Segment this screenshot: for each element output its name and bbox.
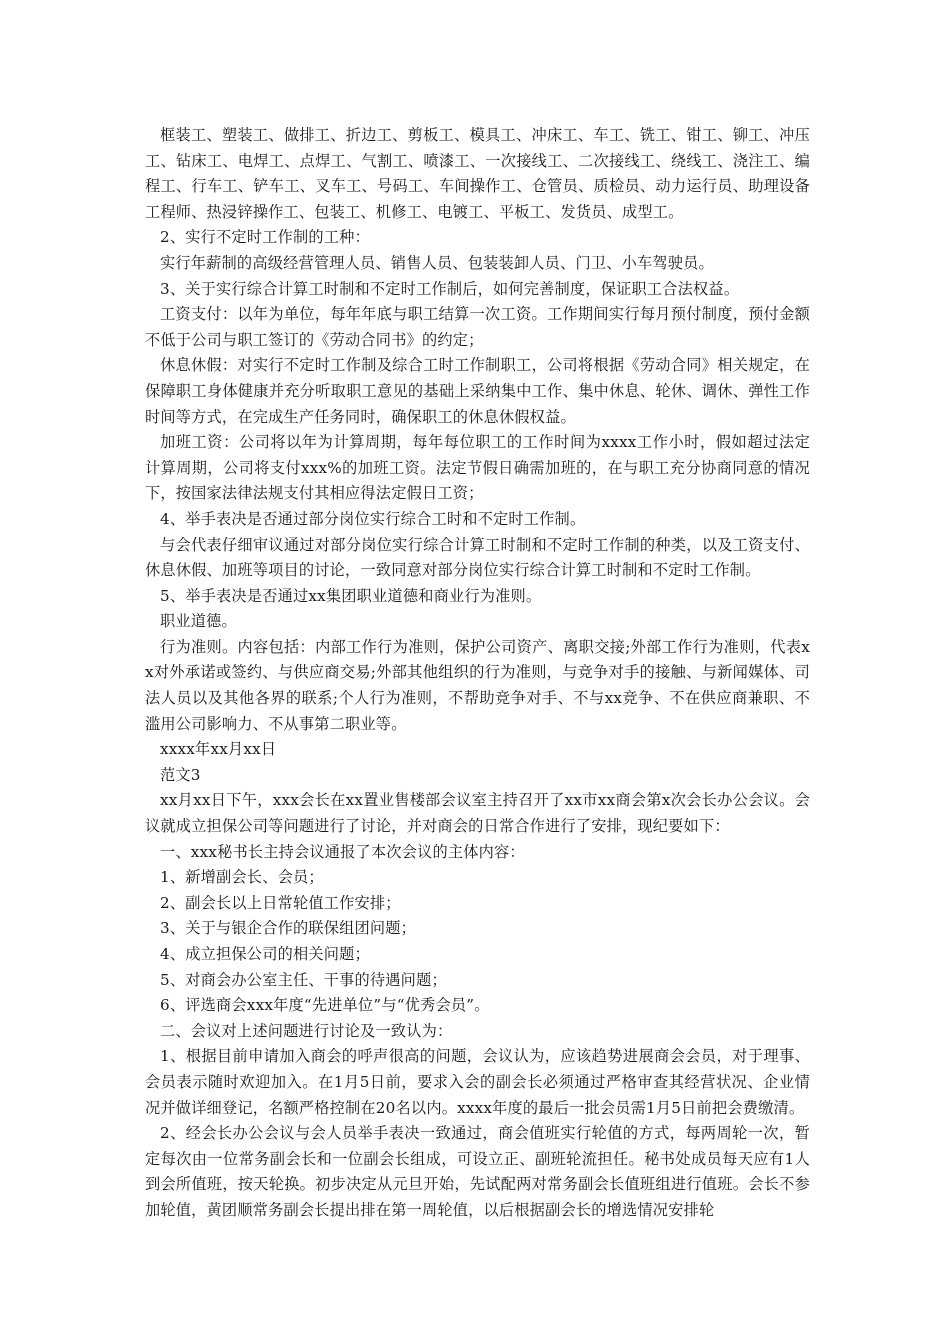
paragraph-duty-rotation: 2、经会长办公会议与会人员举手表决一致通过，商会值班实行轮值的方式，每两周轮一次，暂定每次由一位常务副会长和一位副会长组成，可设立正、副班轮流担任。秘书处成员每天应有1人到会所值班，按天轮换。初步决定从元旦开始，先试配两对常务副会长值班组进行值班。会长不参加轮值，黄团顺常务副会长提出排在第一周轮值，以后根据副会长的增选情况安排轮: [145, 1124, 810, 1219]
list-item-5: 5、对商会办公室主任、干事的待遇问题；: [160, 970, 447, 989]
list-item-2: 2、副会长以上日常轮值工作安排；: [160, 893, 401, 912]
paragraph-date: xxxx年xx月xx日: [160, 740, 277, 759]
paragraph-section-2-heading: 二、会议对上述问题进行讨论及一致认为：: [160, 1021, 453, 1040]
paragraph-membership-discussion: 1、根据目前申请加入商会的呼声很高的问题，会议认为，应该趋势进展商会会员，对于理事、会员表示随时欢迎加入。在1月5日前，要求入会的副会长必须通过严格审查其经营状况、企业情况并做详细登记，名额严格控制在20名以内。xxxx年度的最后一批会员需1月5日前把会费缴清。: [145, 1047, 810, 1117]
list-item-1: 1、新增副会长、会员；: [160, 868, 324, 887]
paragraph-item-5-heading: 5、举手表决是否通过xx集团职业道德和商业行为准则。: [160, 586, 542, 605]
paragraph-worker-types: 框装工、塑装工、做排工、折边工、剪板工、模具工、冲床工、车工、铣工、钳工、铆工、冲压工、钻床工、电焊工、点焊工、气割工、喷漆工、一次接线工、二次接线工、绕线工、浇注工、编程工、行车工、铲车工、叉车工、号码工、车间操作工、仓管员、质检员、动力运行员、助理设备工程师、热浸锌操作工、包装工、机修工、电镀工、平板工、发货员、成型工。: [145, 126, 810, 221]
paragraph-wage-payment: 工资支付：以年为单位，每年年底与职工结算一次工资。工作期间实行每月预付制度，预付金额不低于公司与职工签订的《劳动合同书》的约定；: [145, 305, 810, 349]
paragraph-item-3-heading: 3、关于实行综合计算工时制和不定时工作制后，如何完善制度，保证职工合法权益。: [160, 279, 740, 298]
paragraph-meeting-intro: xx月xx日下午，xxx会长在xx置业售楼部会议室主持召开了xx市xx商会第x次会长办公会议。会议就成立担保公司等问题进行了讨论，并对商会的日常合作进行了安排，现纪要如下：: [145, 791, 810, 836]
paragraph-item-4-heading: 4、举手表决是否通过部分岗位实行综合工时和不定时工作制。: [160, 509, 586, 528]
paragraph-overtime-pay: 加班工资：公司将以年为计算周期，每年每位职工的工作时间为xxxx工作小时，假如超过法定计算周期，公司将支付xxx%的加班工资。法定节假日确需加班的，在与职工充分协商同意的情况下，按国家法律法规支付其相应得法定假日工资；: [145, 433, 810, 503]
list-item-4: 4、成立担保公司的相关问题；: [160, 945, 370, 963]
paragraph-professional-ethics: 职业道德。: [160, 612, 237, 631]
paragraph-flexible-positions: 实行年薪制的高级经营管理人员、销售人员、包装装卸人员、门卫、小车驾驶员。: [160, 253, 714, 272]
list-item-3: 3、关于与银企合作的联保组团问题；: [160, 919, 417, 938]
paragraph-sample-3-title: 范文3: [160, 765, 201, 784]
paragraph-item-2-heading: 2、实行不定时工作制的工种：: [160, 228, 370, 247]
list-item-6: 6、评选商会xxx年度“先进单位”与“优秀会员”。: [160, 996, 490, 1015]
paragraph-delegate-review: 与会代表仔细审议通过对部分岗位实行综合计算工时制和不定时工作制的种类，以及工资支付、休息休假、加班等项目的讨论，一致同意对部分岗位实行综合计算工时制和不定时工作制。: [145, 535, 810, 580]
document-body: [145, 123, 810, 1224]
paragraph-section-1-heading: 一、xxx秘书长主持会议通报了本次会议的主体内容：: [160, 842, 525, 861]
paragraph-rest-leave: 休息休假：对实行不定时工作制及综合工时工作制职工，公司将根据《劳动合同》相关规定，在保障职工身体健康并充分听取职工意见的基础上采纳集中工作、集中休息、轮休、调休、弹性工作时间等方式，在完成生产任务同时，确保职工的休息休假权益。: [145, 356, 810, 426]
paragraph-code-of-conduct: 行为准则。内容包括：内部工作行为准则，保护公司资产、离职交接;外部工作行为准则，代表xx对外承诺或签约、与供应商交易;外部其他组织的行为准则，与竞争对手的接触、与新闻媒体、司法人员以及其他各界的联系;个人行为准则，不帮助竞争对手、不与xx竞争、不在供应商兼职、不滥用公司影响力、不从事第二职业等。: [145, 637, 810, 733]
